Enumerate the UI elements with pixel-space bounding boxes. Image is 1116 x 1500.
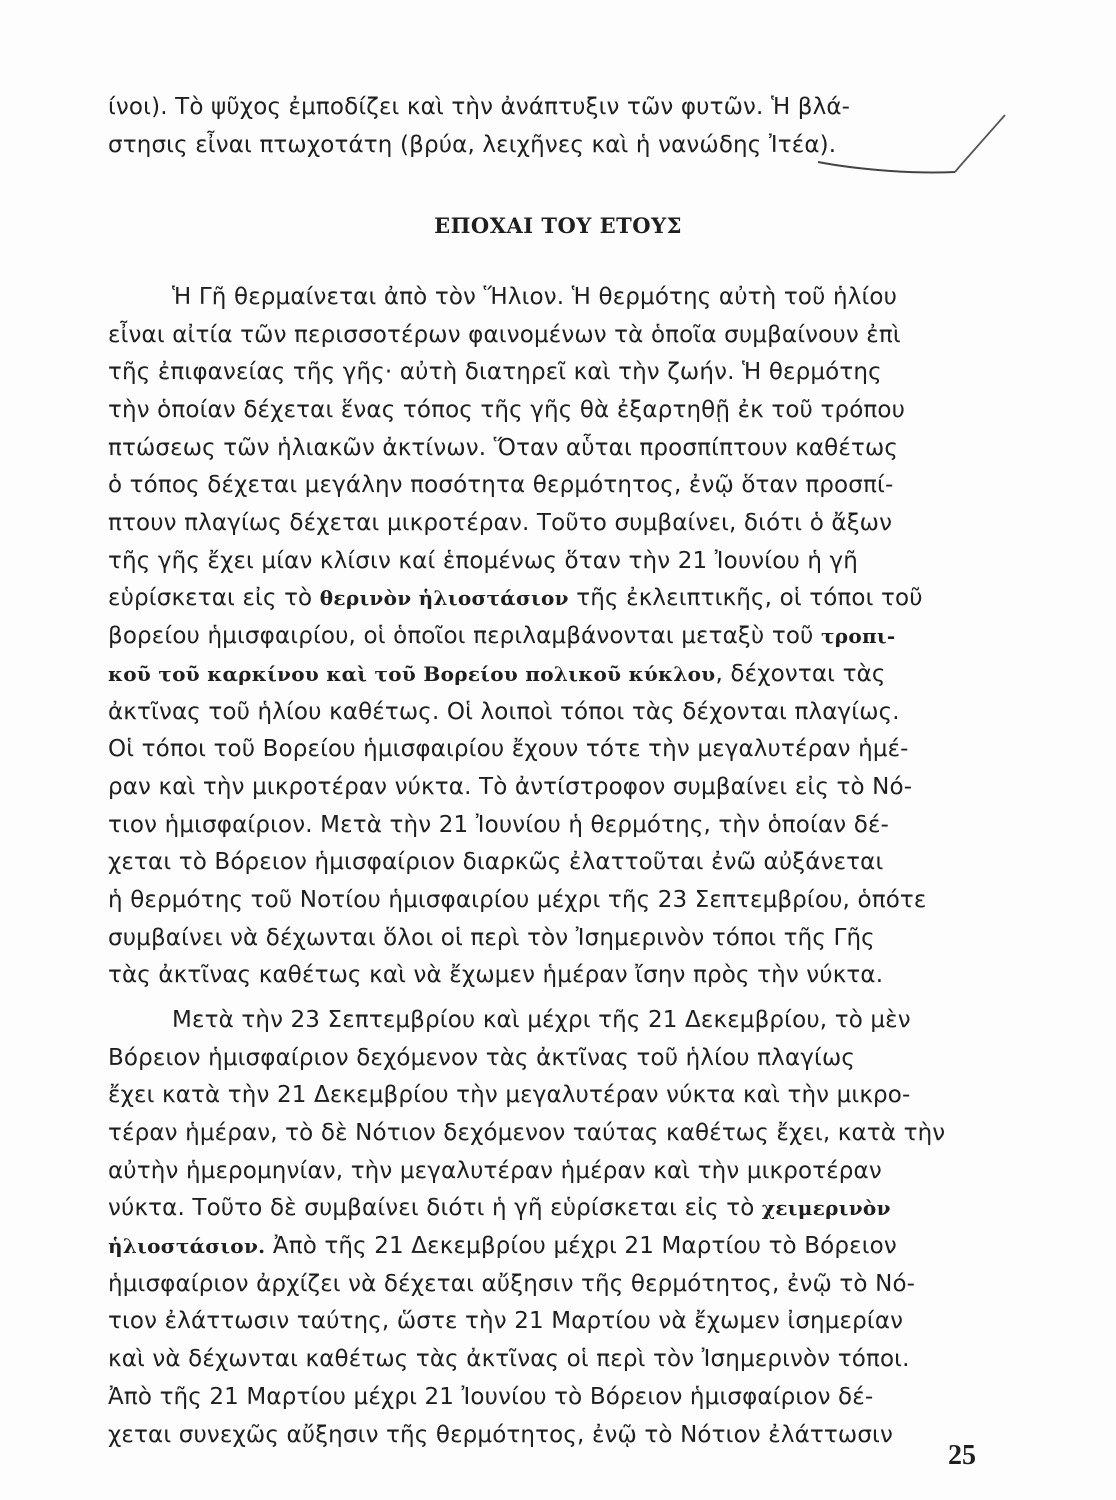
text-line <box>108 1193 976 1223</box>
text-line: καὶ νὰ δέχωνται καθέτως τὰς ἀκτῖνας οἱ περὶ τὸν Ἰσημερινὸν τόποι. <box>108 1346 910 1372</box>
text-line: τὰς ἀκτῖνας καθέτως καὶ νὰ ἔχωμεν ἡμέραν ἴσην πρὸς τὴν νύκτα. <box>108 962 884 988</box>
text-line: ίνοι). Τὸ ψῦχος ἐμποδίζει καὶ τὴν ἀνάπτυξιν τῶν φυτῶν. Ἡ βλά- <box>108 94 851 120</box>
bold-term: κοῦ τοῦ καρκίνου καὶ τοῦ Βορείου πολικοῦ κύκλου <box>108 662 716 686</box>
text-run: Ἀπὸ τῆς 21 Δεκεμβρίου μέχρι 21 Μαρτίου τὸ Βόρειον <box>265 1233 897 1259</box>
text-run: , δέχονται τὰς <box>715 661 886 687</box>
text-line: χεται τὸ Βόρειον ἡμισφαίριον διαρκῶς ἐλαττοῦται ἐνῶ αὐξάνεται <box>108 849 884 875</box>
text-line: ραν καὶ τὴν μικροτέραν νύκτα. Τὸ ἀντίστροφον συμβαίνει εἰς τὸ Νό- <box>108 774 913 800</box>
text-line: ἀκτῖνας τοῦ ἡλίου καθέτως. Οἱ λοιποὶ τόποι τὰς δέχονται πλαγίως. <box>108 699 900 725</box>
page-number: 25 <box>948 1440 976 1471</box>
text-line: Μετὰ τὴν 23 Σεπτεμβρίου καὶ μέχρι τῆς 21 Δεκεμβρίου, τὸ μὲν <box>172 1007 911 1033</box>
text-line: Ἀπὸ τῆς 21 Μαρτίου μέχρι 21 Ἰουνίου τὸ Βόρειον ἡμισφαίριον δέ- <box>108 1384 874 1410</box>
text-run: τῆς ἐκλειπτικῆς, οἱ τόποι τοῦ <box>568 585 923 611</box>
text-line <box>108 1231 976 1261</box>
text-line: ἡ θερμότης τοῦ Νοτίου ἡμισφαιρίου μέχρι τῆς 23 Σεπτεμβρίου, ὁπότε <box>108 887 927 913</box>
text-line: χεται συνεχῶς αὔξησιν τῆς θερμότητος, ἐνῷ τὸ Νότιον ἐλάττωσιν <box>108 1422 893 1448</box>
text-line: αὐτὴν ἡμερομηνίαν, τὴν μεγαλυτέραν ἡμέραν καὶ τὴν μικροτέραν <box>108 1158 882 1184</box>
bold-term: τροπι- <box>820 624 896 648</box>
text-line: πτώσεως τῶν ἡλιακῶν ἀκτίνων. Ὅταν αὗται προσπίπτουν καθέτως <box>108 435 899 461</box>
text-line: Οἱ τόποι τοῦ Βορείου ἡμισφαιρίου ἔχουν τότε τὴν μεγαλυτέραν ἡμέ- <box>108 736 909 762</box>
section-heading: ΕΠΟΧΑΙ ΤΟΥ ΕΤΟΥΣ <box>434 213 682 238</box>
text-line: τιον ἡμισφαίριον. Μετὰ τὴν 21 Ἰουνίου ἡ θερμότης, τὴν ὁποίαν δέ- <box>108 812 889 838</box>
text-line: τῆς ἐπιφανείας τῆς γῆς· αὐτὴ διατηρεῖ καὶ τὴν ζωήν. Ἡ θερμότης <box>108 359 882 385</box>
text-line: Ἡ Γῆ θερμαίνεται ἀπὸ τὸν Ἥλιον. Ἡ θερμότης αὐτὴ τοῦ ἡλίου <box>172 284 898 310</box>
bold-term: χειμερινὸν <box>761 1196 891 1220</box>
text-line: ἡμισφαίριον ἀρχίζει νὰ δέχεται αὔξησιν τῆς θερμότητος, ἐνῷ τὸ Νό- <box>108 1271 916 1297</box>
text-line <box>108 659 976 689</box>
bold-term: θερινὸν ἡλιοστάσιον <box>319 586 569 610</box>
text-line: στησις εἶναι πτωχοτάτη (βρύα, λειχῆνες καὶ ἡ νανώδης Ἰτέα). <box>108 132 837 158</box>
text-line <box>108 621 976 651</box>
text-line: ἔχει κατὰ τὴν 21 Δεκεμβρίου τὴν μεγαλυτέραν νύκτα καὶ τὴν μικρο- <box>108 1082 911 1108</box>
text-run: νύκτα. Τοῦτο δὲ συμβαίνει διότι ἡ γῆ εὑρίσκεται εἰς τὸ <box>108 1195 762 1221</box>
text-line: τὴν ὁποίαν δέχεται ἕνας τόπος τῆς γῆς θὰ ἐξαρτηθῇ ἐκ τοῦ τρόπου <box>108 397 906 423</box>
text-line: Βόρειον ἡμισφαίριον δεχόμενον τὰς ἀκτῖνας τοῦ ἡλίου πλαγίως <box>108 1045 856 1071</box>
text-line: συμβαίνει νὰ δέχωνται ὅλοι οἱ περὶ τὸν Ἰσημερινὸν τόποι τῆς Γῆς <box>108 925 875 951</box>
text-line: τῆς γῆς ἔχει μίαν κλίσιν καί ἑπομένως ὅταν τὴν 21 Ἰουνίου ἡ γῆ <box>108 548 859 574</box>
text-line: τιον ἐλάττωσιν ταύτης, ὥστε τὴν 21 Μαρτίου νὰ ἔχωμεν ἰσημερίαν <box>108 1308 904 1334</box>
text-line: πτουν πλαγίως δέχεται μικροτέραν. Τοῦτο συμβαίνει, διότι ὁ ἄξων <box>108 510 893 536</box>
text-run: βορείου ἡμισφαιρίου, οἱ ὁποῖοι περιλαμβάνονται μεταξὺ τοῦ <box>108 623 821 649</box>
text-line: τέραν ἡμέραν, τὸ δὲ Νότιον δεχόμενον ταύτας καθέτως ἔχει, κατὰ τὴν <box>108 1120 946 1146</box>
text-line: ὁ τόπος δέχεται μεγάλην ποσότητα θερμότητος, ἐνῷ ὅταν προσπί- <box>108 472 894 498</box>
bold-term: ἡλιοστάσιον. <box>108 1234 266 1258</box>
pencil-underline <box>818 162 955 173</box>
text-line: εἶναι αἰτία τῶν περισσοτέρων φαινομένων τὰ ὁποῖα συμβαίνουν ἐπὶ <box>108 322 901 348</box>
text-run: εὑρίσκεται εἰς τὸ <box>108 585 320 611</box>
text-line <box>108 583 976 613</box>
